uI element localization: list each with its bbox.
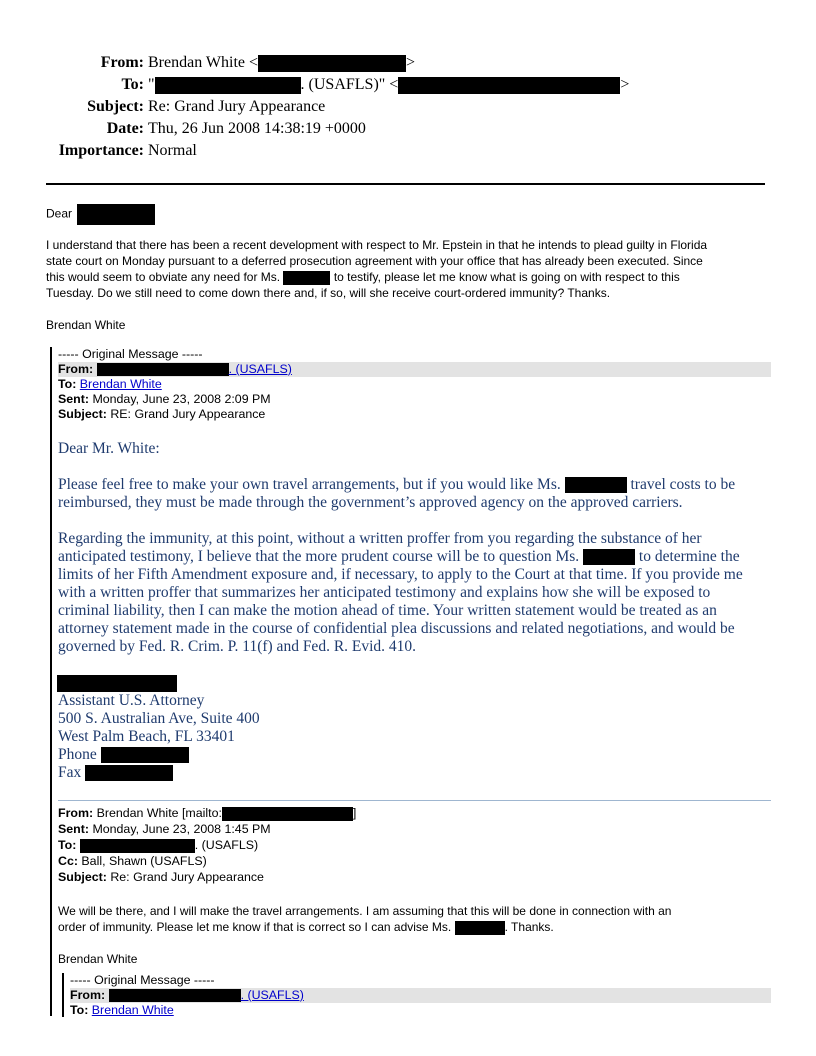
- header-subject-value: Re: Grand Jury Appearance: [148, 98, 326, 115]
- redaction: [155, 77, 301, 94]
- redaction: [101, 747, 189, 763]
- orig1-sent-row: Sent: Monday, June 23, 2008 2:09 PM: [58, 392, 271, 406]
- header-importance-value: Normal: [148, 142, 197, 159]
- msg2-sent-row: Sent: Monday, June 23, 2008 1:45 PM: [58, 822, 271, 836]
- header-to-label: To:: [121, 76, 144, 93]
- msg2-cc-row: Cc: Ball, Shawn (USAFLS): [58, 854, 207, 868]
- header-to-value: " . (USAFLS)" < >: [148, 76, 630, 93]
- redaction: [109, 989, 241, 1002]
- header-subject-label: Subject:: [87, 98, 144, 115]
- header-divider: [46, 183, 765, 185]
- header-to-row: [0, 74, 816, 96]
- msg2-signature: Brendan White: [58, 952, 138, 966]
- redaction: [97, 363, 229, 376]
- msg1-signature: Brendan White: [46, 318, 126, 332]
- quote-bar-nested: [62, 973, 64, 1017]
- msg2-subject-row: Subject: Re: Grand Jury Appearance: [58, 870, 264, 884]
- reply-paragraph-2: Regarding the immunity, at this point, without a written proffer from you regarding the substance of her anticipated testimony, I believe that the more prudent course will be to question Ms. to determine the limits of her Fifth Amendment exposure and, if necessary, to apply to the Court at that time. If you provide me with a written proffer that summarizes her anticipated testimony and explains how she will be exposed to criminal liability, then I can make the motion ahead of time. Your written statement would be treated as an attorney statement made in the course of confidential plea discussions and related negotiations, and would be governed by Fed. R. Crim. P. 11(f) and Fed. R. Evid. 410.: [58, 530, 743, 655]
- msg1-body: I understand that there has been a recent development with respect to Mr. Epstein in that he intends to plead guilty in Florida state court on Monday pursuant to a deferred prosecution agreement with your office that has already been executed. Since this would seem to obviate any need for Ms. to testify, please let me know what is going on with respect to this Tuesday. Do we still need to come down there and, if so, will she receive court-ordered immunity? Thanks.: [46, 238, 708, 300]
- msg1-salutation: Dear: [46, 204, 155, 225]
- header-from-row: [0, 52, 816, 74]
- orig1-to-link[interactable]: Brendan White: [79, 377, 162, 391]
- orig1-from-row: From: . (USAFLS): [58, 362, 771, 377]
- redaction: [77, 204, 155, 225]
- orig2-to-link[interactable]: Brendan White: [91, 1003, 174, 1017]
- header-from-label: From:: [100, 54, 144, 71]
- reply-signature: Assistant U.S. Attorney 500 S. Australian Ave, Suite 400 West Palm Beach, FL 33401 Phone Fax: [58, 692, 260, 781]
- redaction: [80, 839, 195, 853]
- msg2-to-row: To: . (USAFLS): [58, 838, 259, 852]
- msg2-body: We will be there, and I will make the travel arrangements. I am assuming that this will be done in connection with an order of immunity. Please let me know if that is correct so I can advise Ms. . Thanks.: [58, 904, 672, 934]
- orig2-to-row: To: Brendan White: [70, 1003, 174, 1017]
- header-date-value: Thu, 26 Jun 2008 14:38:19 +0000: [148, 120, 366, 137]
- header-from-value: Brendan White < >: [148, 54, 416, 71]
- redaction: [565, 477, 627, 493]
- header-date-label: Date:: [106, 120, 144, 137]
- message-separator: [58, 800, 771, 801]
- redaction: [283, 271, 330, 285]
- redaction: [57, 675, 177, 692]
- reply-paragraph-1: Please feel free to make your own travel arrangements, but if you would like Ms. travel costs to be reimbursed, they must be made through the government’s approved agency on the approved carriers.: [58, 476, 736, 511]
- redaction: [222, 807, 353, 821]
- redaction: [583, 549, 635, 565]
- header-importance-row: [0, 140, 816, 162]
- orig1-from-link[interactable]: . (USAFLS): [228, 362, 292, 376]
- orig2-from-link[interactable]: . (USAFLS): [240, 988, 304, 1002]
- header-date-row: [0, 118, 816, 140]
- redaction: [258, 55, 406, 72]
- header-subject-row: [0, 96, 816, 118]
- orig2-title: ----- Original Message -----: [70, 973, 215, 987]
- orig2-from-row: From: . (USAFLS): [70, 988, 771, 1003]
- orig1-to-row: To: Brendan White: [58, 377, 162, 391]
- reply-salutation: Dear Mr. White:: [58, 440, 160, 457]
- orig1-subject-row: Subject: RE: Grand Jury Appearance: [58, 407, 266, 421]
- redaction: [455, 921, 505, 935]
- msg2-from-row: From: Brendan White [mailto: ]: [58, 806, 357, 820]
- redaction: [398, 77, 620, 94]
- header-importance-label: Importance:: [58, 142, 144, 159]
- redaction: [85, 765, 173, 781]
- orig1-title: ----- Original Message -----: [58, 347, 203, 361]
- quote-bar: [50, 347, 52, 1016]
